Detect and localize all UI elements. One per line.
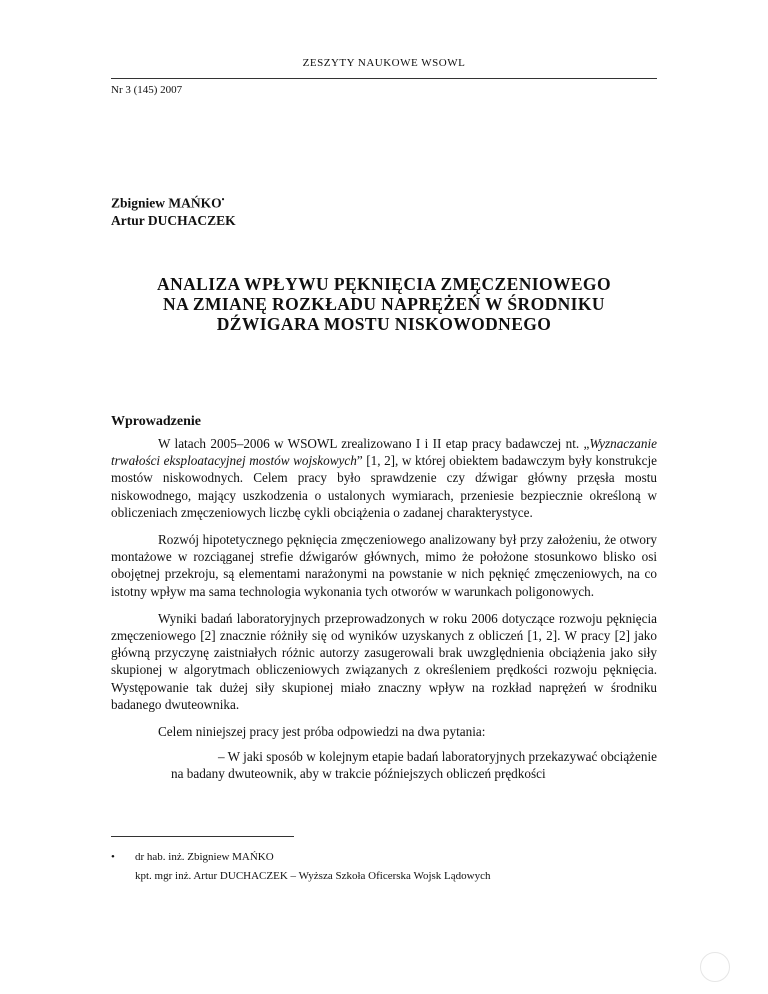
author-2: Artur DUCHACZEK [111, 212, 236, 228]
paragraph-1 [111, 435, 657, 521]
body-text [111, 435, 657, 793]
paragraph-2: Rozwój hipotetycznego pęknięcia zmęczeniowego analizowany był przy założeniu, że otwory montażowe w rozciąganej strefie dźwigarów głównych, mimo że położone stosunkowo blisko osi obojętnej przekroju, są elementami narażonymi na powstanie w nich pęknięć zmęczeniowych, na co istotny wpływ ma sama technologia wykonania tych otworów w warunkach poligonowych. [111, 532, 657, 599]
journal-title: ZESZYTY NAUKOWE WSOWL [302, 57, 466, 69]
title-line-2: NA ZMIANĘ ROZKŁADU NAPRĘŻEŃ W ŚRODNIKU [163, 294, 605, 314]
section-heading: Wprowadzenie [111, 414, 201, 429]
paragraph-1-end: ” [1, 2], w której obiektem badawczym były konstrukcje mostów niskowodnych. Celem pracy było sprawdzenie czy dźwigar główny przęsła mostu niskowodnego, mający uszkodzenia o ustalonych wymiarach, przeniesie bezpiecznie określoną w obliczeniach zmęczeniowych liczbę cykli obciążenia o zadanej charakterystyce. [111, 453, 657, 520]
header-rule [111, 78, 657, 79]
paragraph-4: Celem niniejszej pracy jest próba odpowiedzi na dwa pytania: [158, 724, 486, 740]
author-footnote-mark[interactable]: • [221, 195, 225, 204]
footnote-mark: • [111, 851, 115, 863]
list-item: – W jaki sposób w kolejnym etapie badań laboratoryjnych przekazywać obciążenie na badany dwuteownik, aby w trakcie późniejszych obliczeń prędkości [171, 749, 657, 782]
authors-block [111, 191, 236, 229]
title-line-1: ANALIZA WPŁYWU PĘKNIĘCIA ZMĘCZENIOWEGO [157, 274, 611, 294]
cited-title: Wyznaczanie trwałości eksploatacyjnej mostów wojskowych [111, 436, 657, 469]
title-line-3: DŹWIGARA MOSTU NISKOWODNEGO [216, 314, 552, 334]
issue-number: Nr 3 (145) 2007 [111, 84, 183, 96]
paragraph-3: Wyniki badań laboratoryjnych przeprowadzonych w roku 2006 dotyczące rozwoju pęknięcia zmęczeniowego [2] znacznie różniły się od wyników uzyskanych z obliczeń [1, 2]. W pracy [2] jako główną przyczynę zaistniałych różnic autorzy zasugerowali brak uwzględnienia obciążenia jako siły skupionej w algorytmach obliczeniowych związanych z określeniem prędkości rozwoju pęknięcia. Występowanie tak dużej siły skupionej miało znaczny wpływ na rozkład naprężeń w środniku badanego dwuteownika. [111, 610, 657, 712]
paragraph-1-start: W latach 2005–2006 w WSOWL zrealizowano I i II etap pracy badawczej nt. „ [158, 436, 590, 451]
article-title [111, 274, 657, 334]
footnote-rule [111, 836, 294, 837]
footnote-line-2: kpt. mgr inż. Artur DUCHACZEK – Wyższa Szkoła Oficerska Wojsk Lądowych [135, 870, 491, 882]
author-1-name: Zbigniew MAŃKO [111, 195, 222, 211]
author-1 [111, 191, 236, 212]
footnote-line-1: dr hab. inż. Zbigniew MAŃKO [135, 851, 274, 863]
footnote [111, 848, 657, 886]
watermark-icon [700, 952, 730, 982]
